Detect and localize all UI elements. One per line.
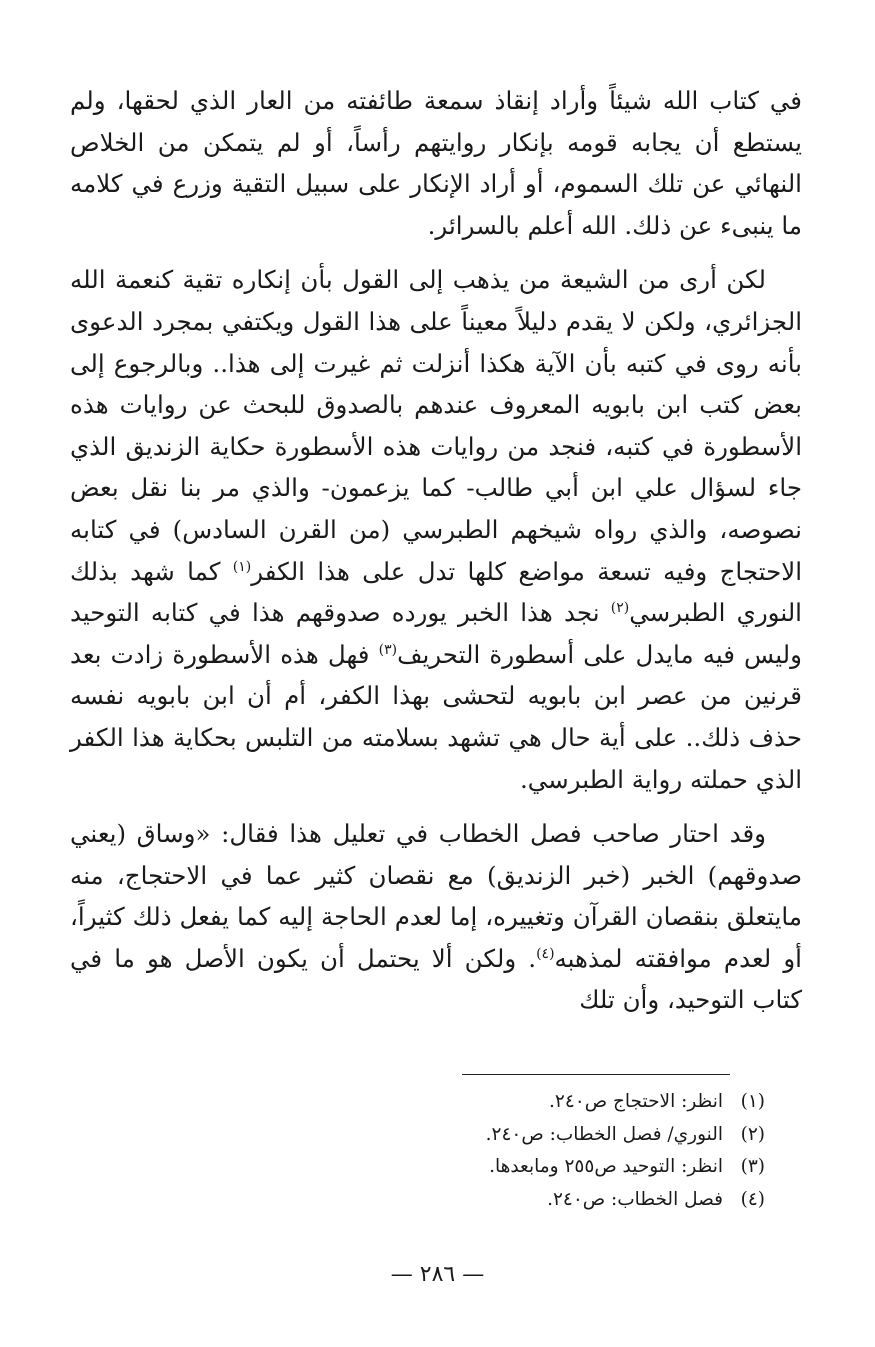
footnote-number: (٢) [740, 1123, 765, 1145]
footnote-text: انظر: التوحيد ص٢٥٥ ومابعدها. [489, 1156, 723, 1177]
footnote-ref-2[interactable]: (٢) [610, 599, 630, 616]
footnote-text: انظر: الاحتجاج ص٢٤٠. [549, 1091, 723, 1112]
footnote-4 [265, 1184, 765, 1217]
page-number: — ٢٨٦ — [390, 1262, 485, 1287]
paragraph-2 [70, 259, 802, 800]
paragraph-3-text-b: . ولكن ألا يحتمل أن يكون الأصل هو ما في كتاب التوحيد، وأن تلك [70, 943, 802, 1015]
paragraph-2-text-b: كما شهد بذلك النوري الطبرسي [70, 556, 802, 628]
paragraph-2-text-c: نجد هذا الخبر يورده صدوقهم هذا في كتابه التوحيد وليس فيه مايدل على أسطورة التحريف [70, 598, 802, 669]
footnote-number: (١) [740, 1091, 765, 1112]
footnote-number: (٤) [740, 1188, 765, 1210]
footnote-text: فصل الخطاب: ص٢٤٠. [547, 1188, 723, 1210]
footnote-3 [265, 1151, 765, 1184]
paragraph-1: في كتاب الله شيئاً وأراد إنقاذ سمعة طائفته من العار الذي لحقها، ولم يستطع أن يجابه قومه بإنكار روايتهم رأساً، أو لم يتمكن من الخلاص النهائي عن تلك السموم، أو أراد الإنكار على سبيل التقية وزرع في كلامه ما ينبىء عن ذلك. الله أعلم بالسرائر. [70, 86, 802, 240]
paragraph-3-text-a: وقد احتار صاحب فصل الخطاب في تعليل هذا فقال: «وساق (يعني صدوقهم) الخبر (خبر الزنديق) مع نقصان كثير عما في الاحتجاج، منه مايتعلق بنقصان القرآن وتغييره، إما لعدم الحاجة إليه كما يفعل ذلك كثيراً، أو لعدم موافقته لمذهبه [70, 819, 802, 973]
page-body [70, 80, 802, 1034]
footnote-2 [265, 1119, 765, 1152]
footnote-divider [462, 1074, 730, 1075]
footnote-ref-1[interactable]: (١) [232, 558, 252, 575]
footnote-ref-4[interactable]: (٤) [536, 945, 555, 962]
footnote-ref-3[interactable]: (٣) [378, 641, 398, 658]
paragraph-3 [70, 813, 802, 1021]
footnote-number: (٣) [740, 1156, 765, 1177]
footnote-1 [265, 1086, 765, 1119]
footnote-text: النوري/ فصل الخطاب: ص٢٤٠. [485, 1123, 723, 1145]
paragraph-2-text-d: فهل هذه الأسطورة زادت بعد قرنين من عصر ابن بابويه لتحشى بهذا الكفر، أم أن ابن بابويه نفسه حذف ذلك.. على أية حال هي تشهد بسلامته من التلبس بحكاية هذا الكفر الذي حملته رواية الطبرسي. [70, 639, 802, 794]
paragraph-2-text-a: لكن أرى من الشيعة من يذهب إلى القول بأن إنكاره تقية كنعمة الله الجزائري، ولكن لا يقدم دليلاً معيناً على هذا القول ويكتفي بمجرد الدعوى بأنه روى في كتبه بأن الآية هكذا أنزلت ثم غيرت إلى هذا.. وبالرجوع إلى بعض كتب ابن بابويه المعروف عندهم بالصدوق للبحث عن روايات هذه الأسطورة في كتبه، فنجد من روايات هذه الأسطورة حكاية الزنديق الذي جاء لسؤال علي ابن أبي طالب- كما يزعمون- والذي مر بنا نقل بعض نصوصه، والذي رواه شيخهم الطبرسي (من القرن السادس) في كتابه الاحتجاج وفيه تسعة مواضع كلها تدل على هذا الكفر [70, 265, 802, 586]
footnotes [265, 1086, 765, 1216]
